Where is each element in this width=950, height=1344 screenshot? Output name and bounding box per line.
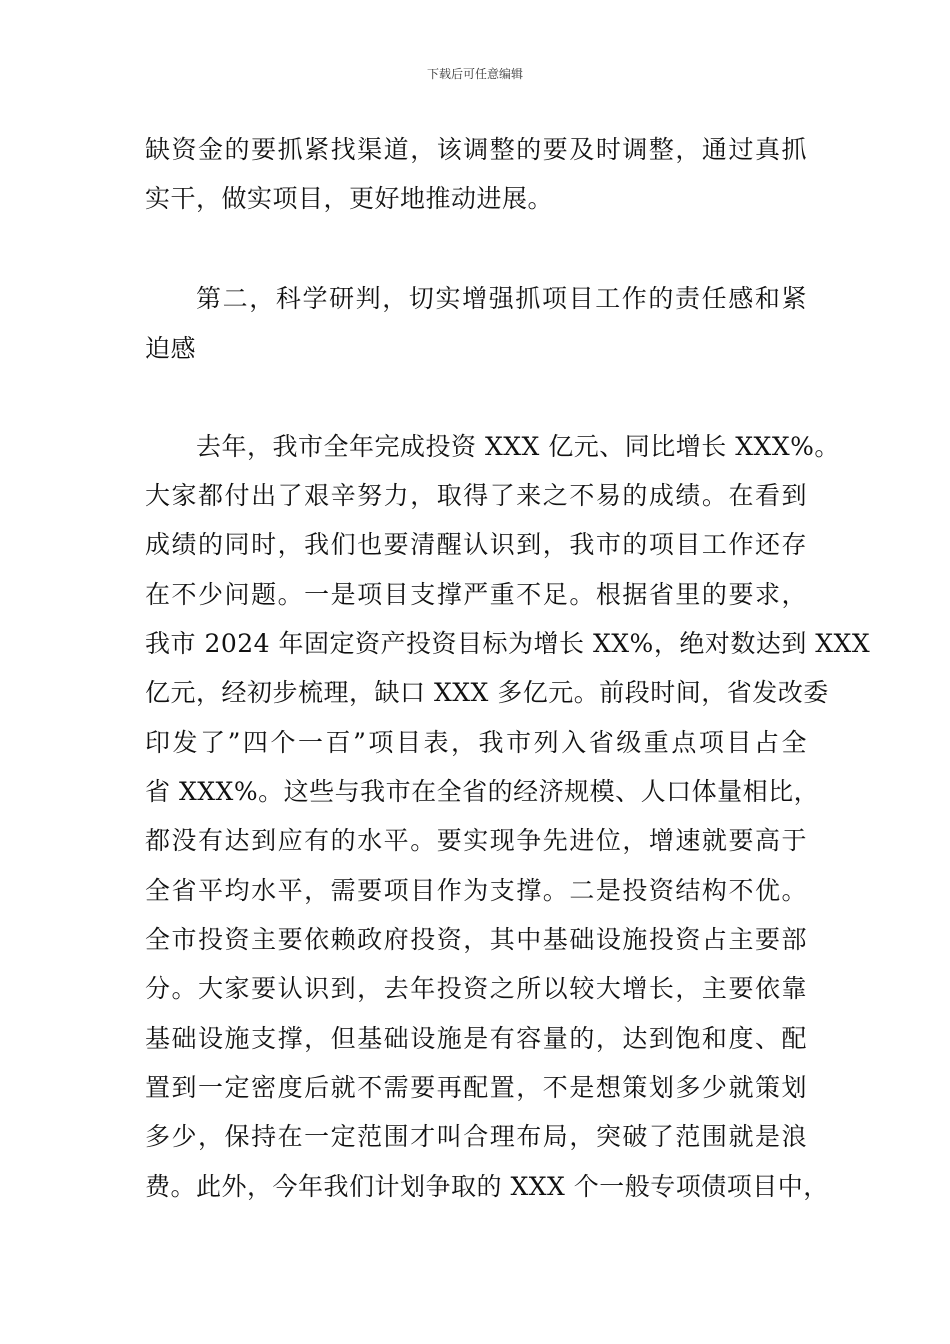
text-line: 大家都付出了艰辛努力，取得了来之不易的成绩。在看到: [145, 481, 807, 510]
text-line: 置到一定密度后就不需要再配置，不是想策划多少就策划: [145, 1073, 807, 1102]
text-line: 分。大家要认识到，去年投资之所以较大增长，主要依靠: [145, 974, 807, 1003]
text-line: 在不少问题。一是项目支撑严重不足。根据省里的要求，: [145, 580, 807, 609]
text-line: 第二，科学研判，切实增强抓项目工作的责任感和紧: [196, 284, 807, 313]
text-line: 亿元，经初步梳理，缺口 XXX 多亿元。前段时间，省发改委: [145, 678, 829, 707]
text-line: 成绩的同时，我们也要清醒认识到，我市的项目工作还存: [145, 530, 807, 559]
text-line: 迫感: [145, 334, 197, 363]
text-line: 印发了”四个一百”项目表，我市列入省级重点项目占全: [145, 728, 807, 757]
text-line: 实干，做实项目，更好地推动进展。: [145, 184, 554, 213]
text-line: 省 XXX%。这些与我市在全省的经济规模、人口体量相比，: [145, 777, 820, 806]
text-line: 费。此外，今年我们计划争取的 XXX 个一般专项债项目中，: [145, 1172, 829, 1201]
text-line: 全省平均水平，需要项目作为支撑。二是投资结构不优。: [145, 876, 807, 905]
text-line: 缺资金的要抓紧找渠道，该调整的要及时调整，通过真抓: [145, 135, 807, 164]
text-line: 全市投资主要依赖政府投资，其中基础设施投资占主要部: [145, 925, 807, 954]
text-line: 都没有达到应有的水平。要实现争先进位，增速就要高于: [145, 826, 807, 855]
text-line: 我市 2024 年固定资产投资目标为增长 XX%，绝对数达到 XXX: [145, 629, 871, 658]
text-line: 去年，我市全年完成投资 XXX 亿元、同比增长 XXX%。: [196, 432, 840, 461]
page-header: 下载后可任意编辑: [426, 67, 523, 81]
text-line: 多少，保持在一定范围才叫合理布局，突破了范围就是浪: [145, 1122, 807, 1151]
text-line: 基础设施支撑，但基础设施是有容量的，达到饱和度、配: [145, 1024, 807, 1053]
